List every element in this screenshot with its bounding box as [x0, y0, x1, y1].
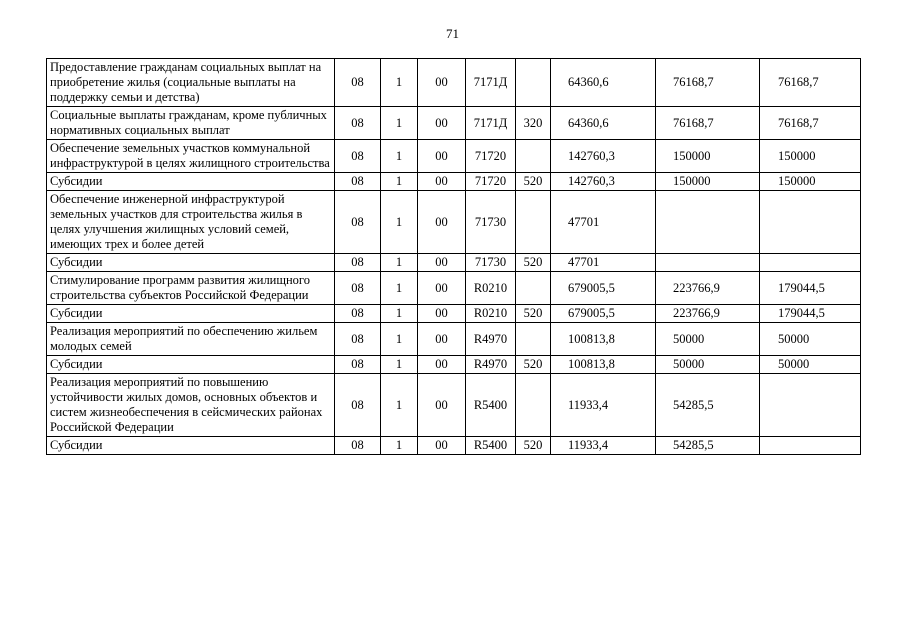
expense-type: 520 [516, 254, 551, 272]
target-code: R0210 [466, 272, 516, 305]
amount-year-1: 11933,4 [551, 374, 656, 437]
amount-year-2: 76168,7 [656, 107, 760, 140]
amount-year-1: 64360,6 [551, 107, 656, 140]
table-row [47, 272, 861, 305]
subprogram-code: 00 [418, 107, 466, 140]
target-code: R5400 [466, 437, 516, 455]
amount-year-1: 100813,8 [551, 356, 656, 374]
table-row [47, 374, 861, 437]
amount-year-3: 76168,7 [760, 59, 861, 107]
subprogram-code: 00 [418, 356, 466, 374]
subprogram-code: 00 [418, 305, 466, 323]
section-code: 08 [335, 437, 381, 455]
row-name: Реализация мероприятий по повышению устойчивости жилых домов, основных объектов и систем жизнеобеспечения в сейсмических районах Российской Федерации [47, 374, 335, 437]
expense-type: 520 [516, 305, 551, 323]
amount-year-1: 64360,6 [551, 59, 656, 107]
section-code: 08 [335, 173, 381, 191]
target-code: 7171Д [466, 107, 516, 140]
subprogram-code: 00 [418, 374, 466, 437]
expense-type: 520 [516, 356, 551, 374]
table-body [47, 59, 861, 455]
program-code: 1 [381, 272, 418, 305]
program-code: 1 [381, 437, 418, 455]
amount-year-1: 679005,5 [551, 305, 656, 323]
program-code: 1 [381, 254, 418, 272]
section-code: 08 [335, 140, 381, 173]
table-row [47, 356, 861, 374]
target-code: 71720 [466, 173, 516, 191]
amount-year-3: 50000 [760, 356, 861, 374]
row-name: Социальные выплаты гражданам, кроме публичных нормативных социальных выплат [47, 107, 335, 140]
section-code: 08 [335, 323, 381, 356]
amount-year-2: 150000 [656, 140, 760, 173]
row-name: Субсидии [47, 173, 335, 191]
section-code: 08 [335, 305, 381, 323]
target-code: R4970 [466, 323, 516, 356]
table-row [47, 437, 861, 455]
amount-year-3: 179044,5 [760, 272, 861, 305]
row-name: Реализация мероприятий по обеспечению жильем молодых семей [47, 323, 335, 356]
subprogram-code: 00 [418, 254, 466, 272]
amount-year-3: 150000 [760, 140, 861, 173]
amount-year-1: 142760,3 [551, 173, 656, 191]
expense-type [516, 140, 551, 173]
page-number: 71 [446, 26, 459, 41]
row-name: Обеспечение земельных участков коммунальной инфраструктурой в целях жилищного строительства [47, 140, 335, 173]
amount-year-1: 142760,3 [551, 140, 656, 173]
amount-year-2: 54285,5 [656, 437, 760, 455]
row-name: Обеспечение инженерной инфраструктурой земельных участков для строительства жилья в целях улучшения жилищных условий семей, имеющих трех и более детей [47, 191, 335, 254]
section-code: 08 [335, 107, 381, 140]
table-row [47, 59, 861, 107]
section-code: 08 [335, 374, 381, 437]
amount-year-1: 100813,8 [551, 323, 656, 356]
table-row [47, 173, 861, 191]
expense-type: 520 [516, 173, 551, 191]
program-code: 1 [381, 323, 418, 356]
amount-year-2: 223766,9 [656, 305, 760, 323]
table-row [47, 107, 861, 140]
target-code: R5400 [466, 374, 516, 437]
table-row [47, 191, 861, 254]
amount-year-1: 11933,4 [551, 437, 656, 455]
program-code: 1 [381, 374, 418, 437]
program-code: 1 [381, 305, 418, 323]
amount-year-3 [760, 437, 861, 455]
target-code: R4970 [466, 356, 516, 374]
section-code: 08 [335, 59, 381, 107]
amount-year-2 [656, 191, 760, 254]
section-code: 08 [335, 356, 381, 374]
target-code: 71730 [466, 254, 516, 272]
target-code: 71730 [466, 191, 516, 254]
row-name: Субсидии [47, 437, 335, 455]
amount-year-1: 47701 [551, 254, 656, 272]
expense-type: 320 [516, 107, 551, 140]
row-name: Субсидии [47, 254, 335, 272]
amount-year-3: 179044,5 [760, 305, 861, 323]
amount-year-2: 50000 [656, 356, 760, 374]
program-code: 1 [381, 107, 418, 140]
subprogram-code: 00 [418, 191, 466, 254]
table-row [47, 323, 861, 356]
section-code: 08 [335, 191, 381, 254]
expense-type [516, 374, 551, 437]
amount-year-3 [760, 191, 861, 254]
budget-table [46, 58, 861, 455]
subprogram-code: 00 [418, 323, 466, 356]
amount-year-3 [760, 254, 861, 272]
row-name: Предоставление гражданам социальных выплат на приобретение жилья (социальные выплаты на поддержку семьи и детства) [47, 59, 335, 107]
table-row [47, 140, 861, 173]
row-name: Субсидии [47, 356, 335, 374]
amount-year-2: 223766,9 [656, 272, 760, 305]
amount-year-2: 76168,7 [656, 59, 760, 107]
program-code: 1 [381, 191, 418, 254]
program-code: 1 [381, 356, 418, 374]
amount-year-2: 54285,5 [656, 374, 760, 437]
program-code: 1 [381, 173, 418, 191]
row-name: Стимулирование программ развития жилищного строительства субъектов Российской Федерации [47, 272, 335, 305]
subprogram-code: 00 [418, 140, 466, 173]
amount-year-3: 76168,7 [760, 107, 861, 140]
target-code: 71720 [466, 140, 516, 173]
amount-year-1: 679005,5 [551, 272, 656, 305]
row-name: Субсидии [47, 305, 335, 323]
amount-year-3: 150000 [760, 173, 861, 191]
subprogram-code: 00 [418, 59, 466, 107]
table-row [47, 305, 861, 323]
target-code: R0210 [466, 305, 516, 323]
subprogram-code: 00 [418, 437, 466, 455]
amount-year-2: 150000 [656, 173, 760, 191]
amount-year-3: 50000 [760, 323, 861, 356]
table-row [47, 254, 861, 272]
subprogram-code: 00 [418, 173, 466, 191]
expense-type [516, 323, 551, 356]
amount-year-2 [656, 254, 760, 272]
expense-type [516, 59, 551, 107]
expense-type: 520 [516, 437, 551, 455]
amount-year-2: 50000 [656, 323, 760, 356]
target-code: 7171Д [466, 59, 516, 107]
expense-type [516, 272, 551, 305]
amount-year-1: 47701 [551, 191, 656, 254]
subprogram-code: 00 [418, 272, 466, 305]
program-code: 1 [381, 59, 418, 107]
section-code: 08 [335, 254, 381, 272]
section-code: 08 [335, 272, 381, 305]
expense-type [516, 191, 551, 254]
amount-year-3 [760, 374, 861, 437]
program-code: 1 [381, 140, 418, 173]
